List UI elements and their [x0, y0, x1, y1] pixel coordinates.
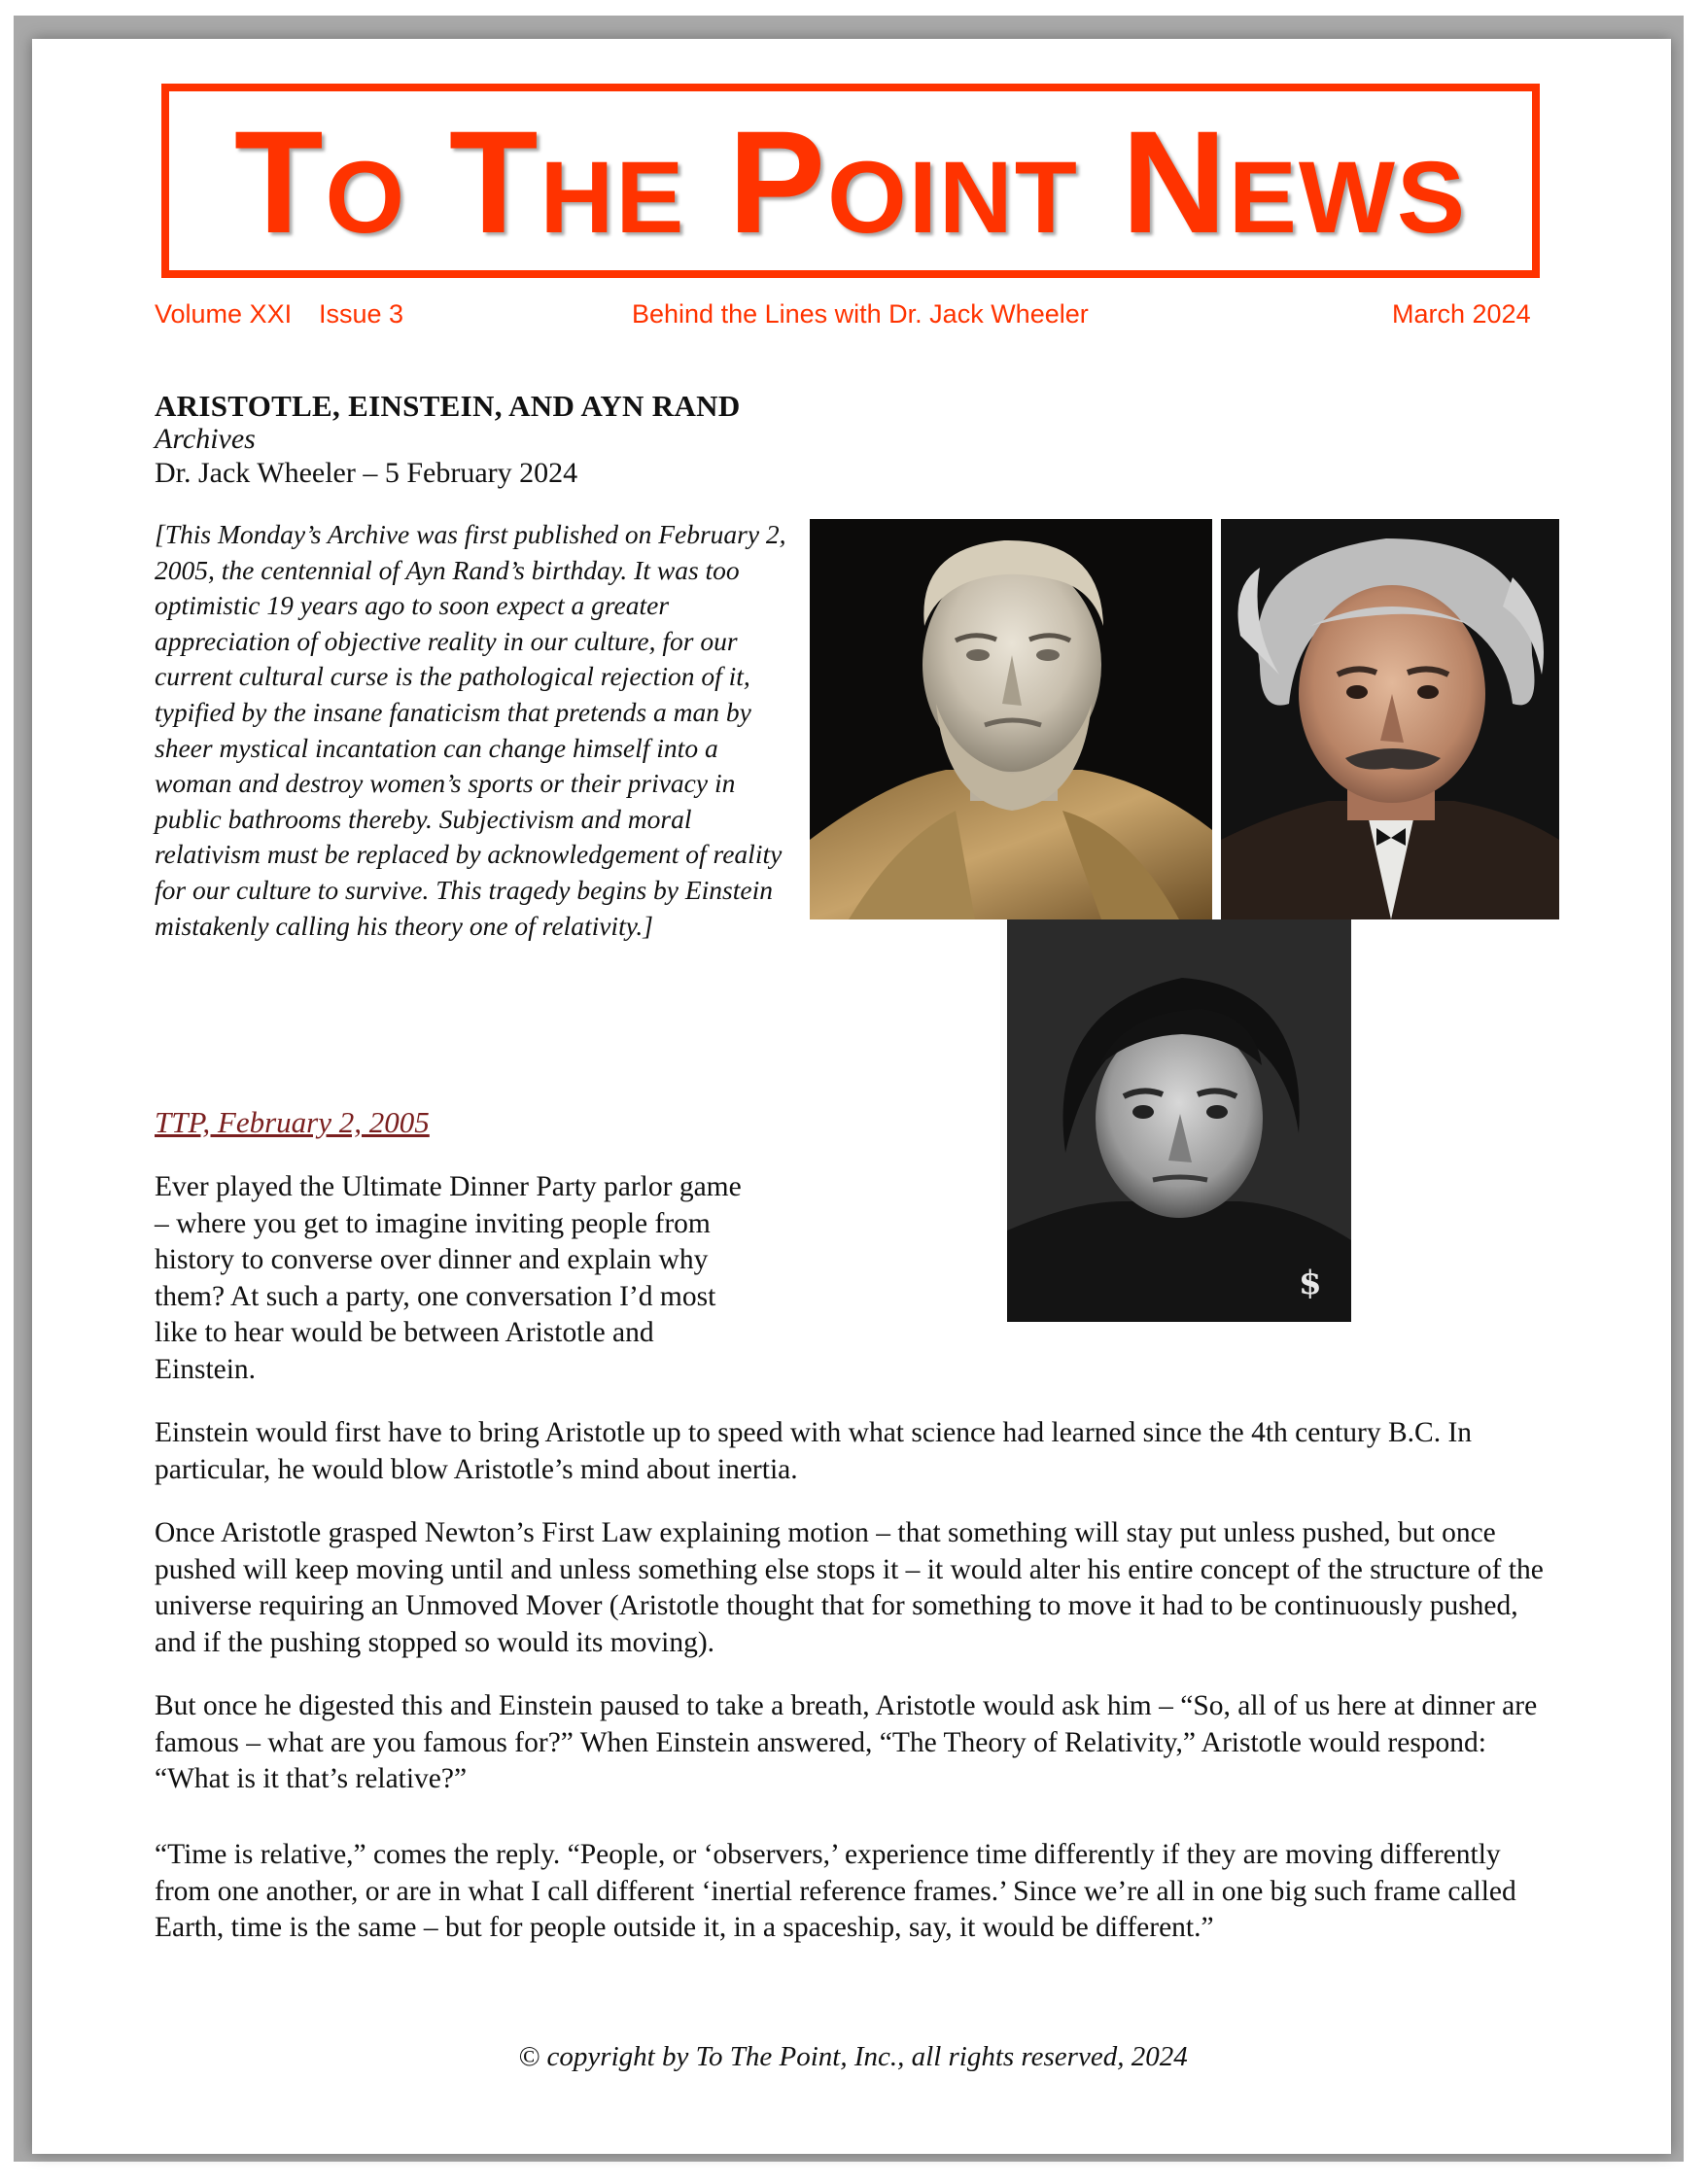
masthead-title: To The Point News — [233, 100, 1468, 263]
article-paragraph: Once Aristotle grasped Newton’s First Law explaining motion – that something will stay put unless pushed, but once pushed will keep moving until and unless something else stops it – it would alter his entire concept of the structure of the universe requiring an Unmoved Mover (Aristotle thought that for something to move it had to be continuously pushed, and if the pushing stopped so would its moving). — [155, 1517, 1544, 1658]
masthead-box — [161, 84, 1540, 278]
issue-label: Issue 3 — [319, 299, 404, 329]
article-section: Archives — [155, 423, 256, 455]
svg-text:$: $ — [1299, 1264, 1322, 1302]
copyright-notice: © copyright by To The Point, Inc., all rights reserved, 2024 — [518, 2041, 1188, 2072]
article-paragraph: Ever played the Ultimate Dinner Party parlor game – where you get to imagine inviting people from history to converse over dinner and explain why them? At such a party, one conversation I’d most like to hear would be between Aristotle and Einstein. — [155, 1171, 742, 1385]
issue-date: March 2024 — [1392, 299, 1531, 329]
article-paragraph: “Time is relative,” comes the reply. “People, or ‘observers,’ experience time differently if they are moving differently from one another, or are in what I call different ‘inertial reference frames.’ Since we’re all in one big such frame called Earth, time is the same – but for people outside it, in a spaceship, say, it would be different.” — [155, 1839, 1516, 1943]
aristotle-bust-photo — [810, 519, 1212, 919]
article-paragraph: But once he digested this and Einstein paused to take a breath, Aristotle would ask him – “So, all of us here at dinner are famous – what are you famous for?” When Einstein answered, “The Theory of Relativity,” Aristotle would respond: “What is it that’s relative?” — [155, 1690, 1538, 1794]
article-subheading: TTP, February 2, 2005 — [155, 1105, 430, 1139]
archive-intro-note: [This Monday’s Archive was first published on February 2, 2005, the centennial of Ayn Rand’s birthday. It was too optimistic 19 years ago to soon expect a greater appreciation of objective reality in our culture, for our current cultural curse is the pathological rejection of it, typified by the insane fanaticism that pretends a man by sheer mystical incantation can change himself into a woman and destroy women’s sports or their privacy in public bathrooms thereby. Subjectivism and moral relativism must be replaced by acknowledgement of reality for our culture to survive. This tragedy begins by Einstein mistakenly calling his theory one of relativity.] — [155, 519, 786, 941]
ayn-rand-portrait-photo — [1007, 919, 1351, 1322]
article-paragraph: Einstein would first have to bring Aristotle up to speed with what science had learned since the 4th century B.C. In particular, he would blow Aristotle’s mind about inertia. — [155, 1417, 1473, 1485]
article-byline: Dr. Jack Wheeler – 5 February 2024 — [155, 457, 578, 489]
article-title: ARISTOTLE, EINSTEIN, AND AYN RAND — [155, 389, 741, 423]
volume-label: Volume XXI — [155, 299, 293, 329]
column-label: Behind the Lines with Dr. Jack Wheeler — [632, 299, 1089, 329]
einstein-portrait-photo — [1221, 519, 1559, 919]
